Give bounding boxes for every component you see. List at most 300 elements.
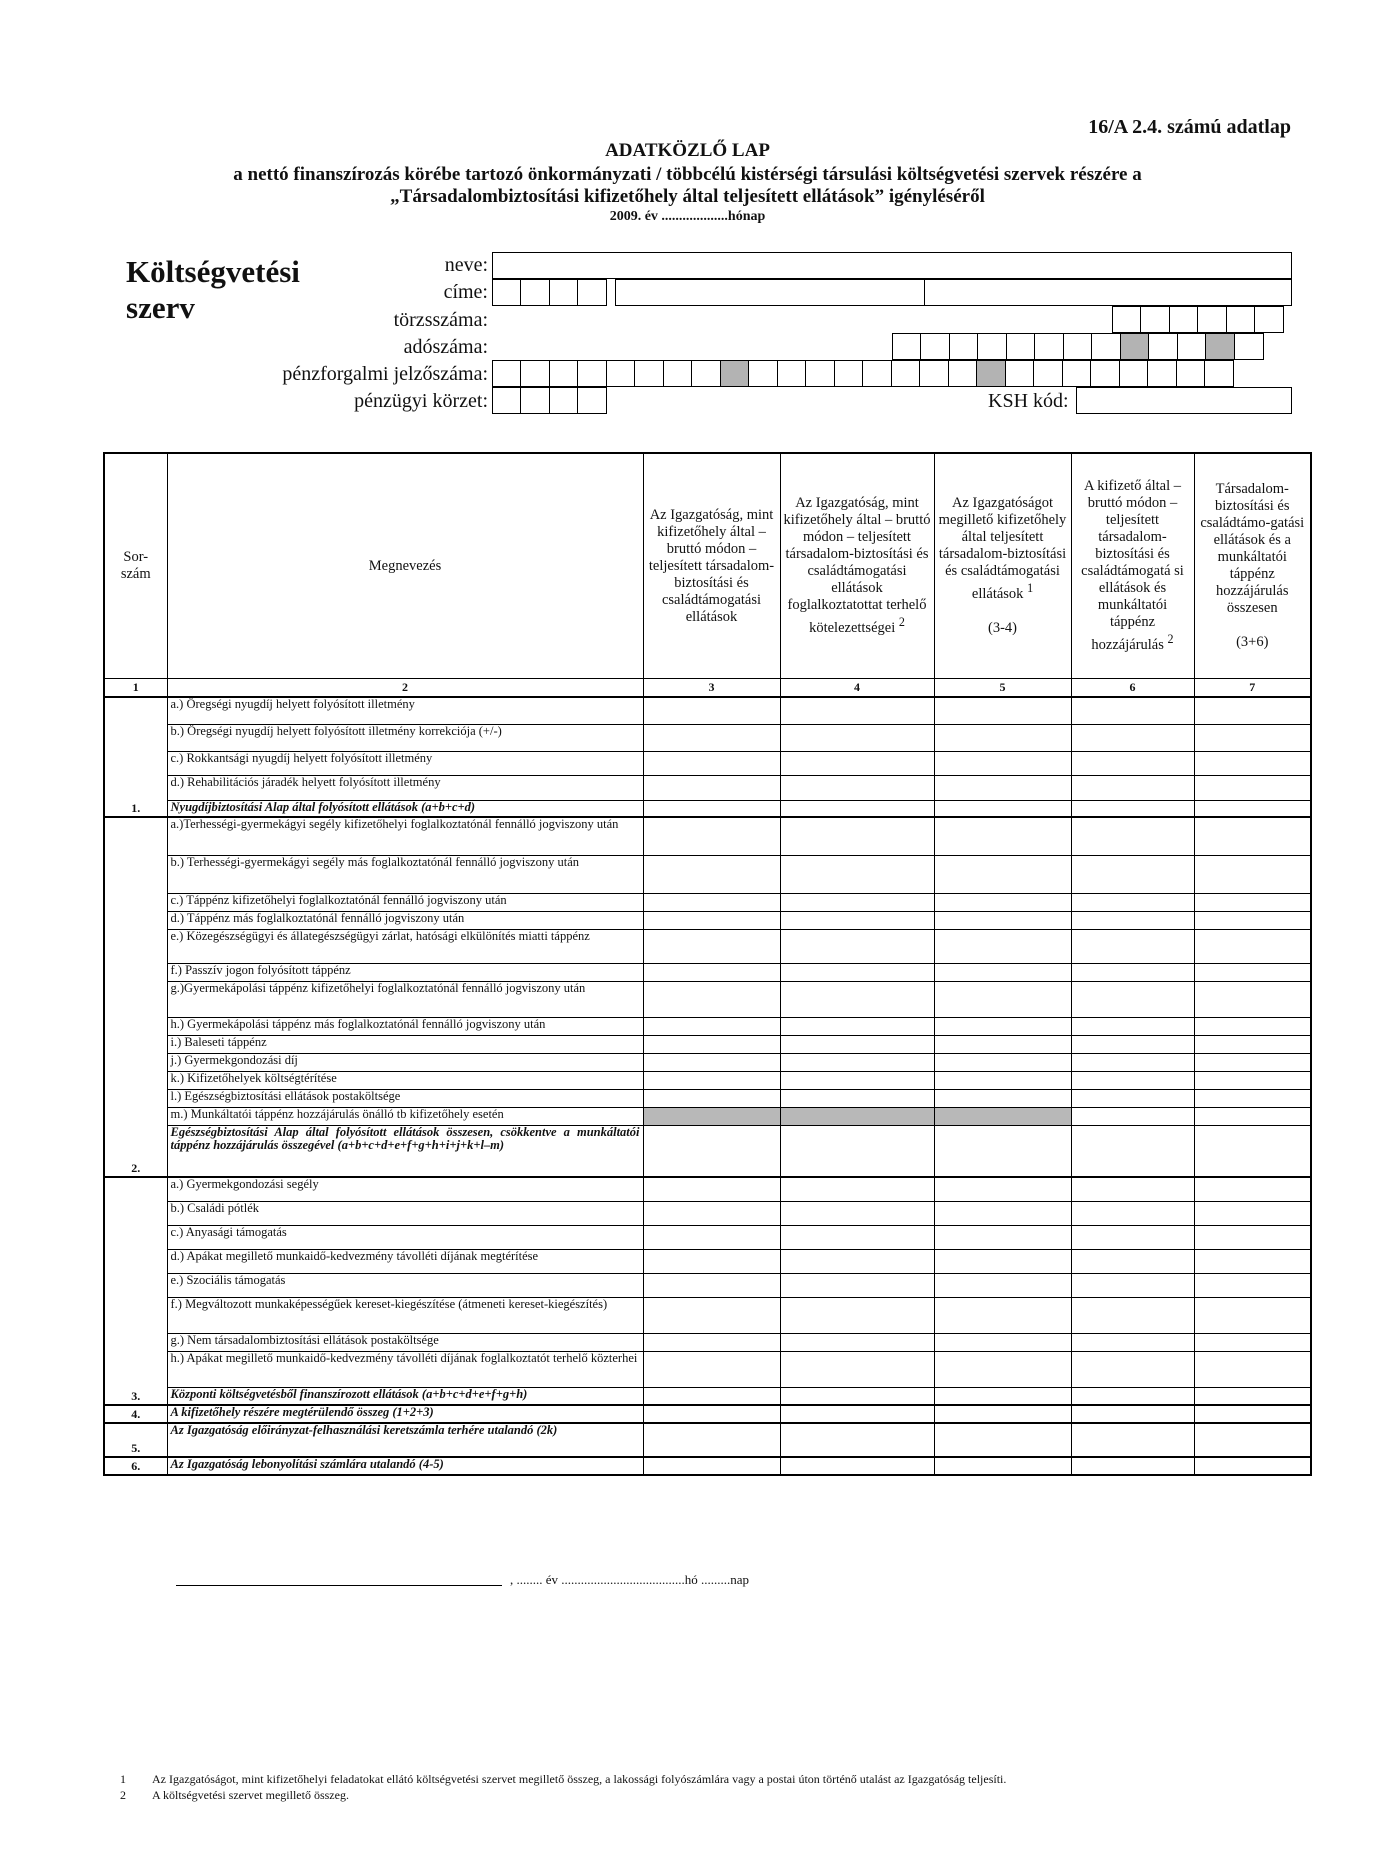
col-header-megnevezes: Megnevezés <box>167 453 643 679</box>
org-district-cells[interactable] <box>493 387 607 414</box>
table-row <box>104 751 1311 775</box>
row-number-cell <box>104 1177 167 1201</box>
row-number-cell <box>104 1351 167 1387</box>
value-cell-col5[interactable] <box>934 1089 1071 1107</box>
row-label-cell: c.) Táppénz kifizetőhelyi foglalkoztatónál fennálló jogviszony után <box>167 893 643 911</box>
value-cell-col6[interactable] <box>1071 775 1194 800</box>
col-number: 3 <box>643 679 780 698</box>
value-cell-col4[interactable] <box>780 1017 934 1035</box>
row-label-cell: Az Igazgatóság előirányzat-felhasználási keretszámla terhére utalandó (2k) <box>167 1423 643 1457</box>
value-cell-col4[interactable] <box>780 981 934 1017</box>
value-cell-col3[interactable] <box>643 1249 780 1273</box>
row-label-cell: Nyugdíjbiztosítási Alap által folyósított ellátások (a+b+c+d) <box>167 800 643 817</box>
value-cell-col4[interactable] <box>780 911 934 929</box>
value-cell-col3[interactable] <box>643 1035 780 1053</box>
value-cell-col4[interactable] <box>780 1351 934 1387</box>
col-header-7-text: Társadalom-biztosítási és családtámo-gatási ellátások és a munkáltatói táppénz hozzájárulás összesen <box>1200 481 1305 616</box>
value-cell-col3[interactable] <box>643 929 780 963</box>
footnote-text: Az Igazgatóságot, mint kifizetőhelyi feladatokat ellátó költségvetési szervet megillető összeg, a lakossági folyószámlára vagy a postai úton történő utalást az Igazgatóság teljesíti. <box>152 1772 1007 1786</box>
row-number-cell: 4. <box>104 1405 167 1423</box>
value-cell-col4[interactable] <box>780 1457 934 1475</box>
row-label-cell: d.) Rehabilitációs járadék helyett folyósított illetmény <box>167 775 643 800</box>
value-cell-col3[interactable] <box>643 751 780 775</box>
value-cell-col3[interactable] <box>643 1351 780 1387</box>
value-cell-col3[interactable] <box>643 1423 780 1457</box>
value-cell-col4[interactable] <box>780 697 934 724</box>
row-label-cell: d.) Apákat megillető munkaidő-kedvezmény távolléti díjának megtérítése <box>167 1249 643 1273</box>
value-cell-col7[interactable] <box>1194 1107 1311 1125</box>
row-number-cell <box>104 1297 167 1333</box>
row-number-cell <box>104 1053 167 1071</box>
value-cell-col5[interactable] <box>934 855 1071 893</box>
row-label-cell: h.) Gyermekápolási táppénz más foglalkoztatónál fennálló jogviszony után <box>167 1017 643 1035</box>
value-cell-col5[interactable] <box>934 1071 1071 1089</box>
page-subtitle: a nettó finanszírozás körébe tartozó önkormányzati / többcélú kistérségi társulási költségvetési szervek részére a <box>233 164 1142 185</box>
value-cell-col4[interactable] <box>780 1273 934 1297</box>
value-cell-col4[interactable] <box>780 929 934 963</box>
value-cell-col5[interactable] <box>934 1125 1071 1177</box>
table-row <box>104 1089 1311 1107</box>
table-header-row <box>104 453 1311 679</box>
row-label-cell: l.) Egészségbiztosítási ellátások postaköltsége <box>167 1089 643 1107</box>
row-label-cell: j.) Gyermekgondozási díj <box>167 1053 643 1071</box>
value-cell-col5[interactable] <box>934 1201 1071 1225</box>
value-cell-col3[interactable] <box>643 1457 780 1475</box>
value-cell-col5[interactable] <box>934 1297 1071 1333</box>
value-cell-col5[interactable] <box>934 963 1071 981</box>
value-cell-col7[interactable] <box>1194 911 1311 929</box>
value-cell-col7[interactable] <box>1194 1089 1311 1107</box>
row-number-cell <box>104 1071 167 1089</box>
row-label-cell: e.) Közegészségügyi és állategészségügyi zárlat, hatósági elkülönítés miatti táppénz <box>167 929 643 963</box>
table-row <box>104 1053 1311 1071</box>
value-cell-col4[interactable] <box>780 1405 934 1423</box>
value-cell-col3[interactable] <box>643 1107 780 1125</box>
value-cell-col5[interactable] <box>934 1423 1071 1457</box>
value-cell-col4[interactable] <box>780 800 934 817</box>
value-cell-col6[interactable] <box>1071 911 1194 929</box>
value-cell-col3[interactable] <box>643 1273 780 1297</box>
value-cell-col3[interactable] <box>643 1089 780 1107</box>
table-row <box>104 1071 1311 1089</box>
value-cell-col5[interactable] <box>934 1351 1071 1387</box>
row-number-cell: 1. <box>104 800 167 817</box>
value-cell-col5[interactable] <box>934 1457 1071 1475</box>
table-row <box>104 1297 1311 1333</box>
row-label-cell: a.) Öregségi nyugdíj helyett folyósított illetmény <box>167 697 643 724</box>
value-cell-col6[interactable] <box>1071 1225 1194 1249</box>
value-cell-col5[interactable] <box>934 1405 1071 1423</box>
value-cell-col5[interactable] <box>934 817 1071 855</box>
row-number-cell <box>104 1089 167 1107</box>
table-row <box>104 1333 1311 1351</box>
row-label-cell: d.) Táppénz más foglalkoztatónál fennálló jogviszony után <box>167 911 643 929</box>
value-cell-col6[interactable] <box>1071 1333 1194 1351</box>
value-cell-col7[interactable] <box>1194 697 1311 724</box>
col-header-5-text: Az Igazgatóságot megillető kifizetőhely által teljesített társadalom-biztosítási és családtámogatási ellátások <box>938 495 1067 602</box>
value-cell-col3[interactable] <box>643 800 780 817</box>
footnote-number: 1 <box>120 1772 126 1786</box>
value-cell-col6[interactable] <box>1071 724 1194 751</box>
value-cell-col4[interactable] <box>780 817 934 855</box>
row-label-cell: A kifizetőhely részére megtérülendő összeg (1+2+3) <box>167 1405 643 1423</box>
table-row <box>104 1107 1311 1125</box>
table-row <box>104 893 1311 911</box>
table-row <box>104 724 1311 751</box>
col-header-7 <box>1194 453 1311 679</box>
footnote-ref-2b: 2 <box>1167 632 1174 647</box>
org-street-field[interactable] <box>924 279 1292 306</box>
value-cell-col6[interactable] <box>1071 1053 1194 1071</box>
org-address-label: címe: <box>443 281 488 303</box>
form-code: 16/A 2.4. számú adatlap <box>1088 116 1291 138</box>
col-header-5 <box>934 453 1071 679</box>
row-number-cell <box>104 963 167 981</box>
row-number-cell: 5. <box>104 1423 167 1457</box>
value-cell-col7[interactable] <box>1194 1017 1311 1035</box>
value-cell-col3[interactable] <box>643 893 780 911</box>
org-city-field[interactable] <box>615 279 925 306</box>
value-cell-col4[interactable] <box>780 1089 934 1107</box>
table-row <box>104 775 1311 800</box>
org-bank-label: pénzforgalmi jelzőszáma: <box>282 363 488 385</box>
value-cell-col4[interactable] <box>780 963 934 981</box>
value-cell-col6[interactable] <box>1071 1089 1194 1107</box>
value-cell-col3[interactable] <box>643 697 780 724</box>
page-header <box>0 140 1375 225</box>
value-cell-col6[interactable] <box>1071 1071 1194 1089</box>
value-cell-col3[interactable] <box>643 1125 780 1177</box>
value-cell-col5[interactable] <box>934 1017 1071 1035</box>
value-cell-col7[interactable] <box>1194 1387 1311 1405</box>
value-cell-col6[interactable] <box>1071 893 1194 911</box>
value-cell-col7[interactable] <box>1194 817 1311 855</box>
org-registry-cells[interactable] <box>1113 306 1284 333</box>
value-cell-col4[interactable] <box>780 1177 934 1201</box>
table-row <box>104 929 1311 963</box>
value-cell-col4[interactable] <box>780 1053 934 1071</box>
value-cell-col3[interactable] <box>643 775 780 800</box>
org-bank-cells[interactable] <box>493 360 1234 387</box>
value-cell-col7[interactable] <box>1194 1273 1311 1297</box>
value-cell-col5[interactable] <box>934 1035 1071 1053</box>
row-label-cell: b.) Családi pótlék <box>167 1201 643 1225</box>
value-cell-col7[interactable] <box>1194 929 1311 963</box>
value-cell-col5[interactable] <box>934 893 1071 911</box>
value-cell-col7[interactable] <box>1194 1297 1311 1333</box>
value-cell-col4[interactable] <box>780 1225 934 1249</box>
value-cell-col5[interactable] <box>934 1273 1071 1297</box>
value-cell-col3[interactable] <box>643 724 780 751</box>
value-cell-col7[interactable] <box>1194 893 1311 911</box>
value-cell-col4[interactable] <box>780 1333 934 1351</box>
row-label-cell: g.)Gyermekápolási táppénz kifizetőhelyi foglalkoztatónál fennálló jogviszony után <box>167 981 643 1017</box>
signature-place-line[interactable] <box>176 1585 502 1586</box>
table-row <box>104 1387 1311 1405</box>
col-header-sorszam: Sor- szám <box>104 453 167 679</box>
ksh-code-label: KSH kód: <box>988 390 1069 412</box>
value-cell-col4[interactable] <box>780 775 934 800</box>
value-cell-col4[interactable] <box>780 1387 934 1405</box>
value-cell-col7[interactable] <box>1194 800 1311 817</box>
value-cell-col6[interactable] <box>1071 1177 1194 1201</box>
col-header-4 <box>780 453 934 679</box>
row-number-cell <box>104 929 167 963</box>
row-number-cell: 3. <box>104 1387 167 1405</box>
value-cell-col6[interactable] <box>1071 1387 1194 1405</box>
value-cell-col5[interactable] <box>934 751 1071 775</box>
value-cell-col6[interactable] <box>1071 1201 1194 1225</box>
row-number-cell <box>104 1249 167 1273</box>
col-number: 1 <box>104 679 167 698</box>
table-row <box>104 1225 1311 1249</box>
table-row <box>104 1017 1311 1035</box>
org-zip-cells[interactable] <box>493 279 607 306</box>
value-cell-col5[interactable] <box>934 1053 1071 1071</box>
table-row <box>104 1351 1311 1387</box>
table-row <box>104 1201 1311 1225</box>
row-number-cell <box>104 1333 167 1351</box>
value-cell-col7[interactable] <box>1194 1053 1311 1071</box>
value-cell-col4[interactable] <box>780 1249 934 1273</box>
value-cell-col5[interactable] <box>934 1249 1071 1273</box>
value-cell-col7[interactable] <box>1194 1351 1311 1387</box>
table-row <box>104 1423 1311 1457</box>
row-number-cell <box>104 1017 167 1035</box>
value-cell-col6[interactable] <box>1071 929 1194 963</box>
signature-date-text: , ........ év ......................................hó .........nap <box>510 1572 750 1587</box>
value-cell-col5[interactable] <box>934 1107 1071 1125</box>
org-tax-cells[interactable] <box>893 333 1264 360</box>
value-cell-col7[interactable] <box>1194 775 1311 800</box>
table-row <box>104 817 1311 855</box>
value-cell-col7[interactable] <box>1194 1125 1311 1177</box>
value-cell-col7[interactable] <box>1194 1423 1311 1457</box>
col-header-7-formula: (3+6) <box>1236 634 1269 650</box>
row-label-cell: c.) Anyasági támogatás <box>167 1225 643 1249</box>
value-cell-col5[interactable] <box>934 929 1071 963</box>
value-cell-col4[interactable] <box>780 1071 934 1089</box>
col-number: 5 <box>934 679 1071 698</box>
value-cell-col7[interactable] <box>1194 1035 1311 1053</box>
table-row <box>104 1273 1311 1297</box>
table-row <box>104 1035 1311 1053</box>
row-number-cell <box>104 775 167 800</box>
row-number-cell <box>104 1035 167 1053</box>
row-number-cell <box>104 751 167 775</box>
row-label-cell: h.) Apákat megillető munkaidő-kedvezmény távolléti díjának foglalkoztatót terhelő közterhei <box>167 1351 643 1387</box>
value-cell-col7[interactable] <box>1194 1405 1311 1423</box>
table-row <box>104 1249 1311 1273</box>
value-cell-col6[interactable] <box>1071 1405 1194 1423</box>
value-cell-col6[interactable] <box>1071 1249 1194 1273</box>
row-label-cell: m.) Munkáltatói táppénz hozzájárulás önálló tb kifizetőhely esetén <box>167 1107 643 1125</box>
value-cell-col6[interactable] <box>1071 1351 1194 1387</box>
table-row <box>104 855 1311 893</box>
row-label-cell: b.) Öregségi nyugdíj helyett folyósított illetmény korrekciója (+/-) <box>167 724 643 751</box>
value-cell-col5[interactable] <box>934 1225 1071 1249</box>
org-district-label: pénzügyi körzet: <box>354 390 488 412</box>
value-cell-col7[interactable] <box>1194 724 1311 751</box>
period-line: 2009. év ...................hónap <box>609 209 766 224</box>
value-cell-col6[interactable] <box>1071 1017 1194 1035</box>
row-label-cell: g.) Nem társadalombiztosítási ellátások postaköltsége <box>167 1333 643 1351</box>
value-cell-col5[interactable] <box>934 724 1071 751</box>
value-cell-col4[interactable] <box>780 751 934 775</box>
value-cell-col7[interactable] <box>1194 855 1311 893</box>
value-cell-col3[interactable] <box>643 1053 780 1071</box>
table-row <box>104 1405 1311 1423</box>
value-cell-col3[interactable] <box>643 817 780 855</box>
value-cell-col4[interactable] <box>780 1297 934 1333</box>
value-cell-col4[interactable] <box>780 724 934 751</box>
value-cell-col6[interactable] <box>1071 1273 1194 1297</box>
row-number-cell <box>104 911 167 929</box>
value-cell-col6[interactable] <box>1071 855 1194 893</box>
row-label-cell: Egészségbiztosítási Alap által folyósított ellátások összesen, csökkentve a munkáltatói táppénz hozzájárulás összegével (a+b+c+d+e+f+g+h+i+j+k+l–m) <box>167 1125 643 1177</box>
row-number-cell <box>104 893 167 911</box>
value-cell-col5[interactable] <box>934 911 1071 929</box>
value-cell-col4[interactable] <box>780 855 934 893</box>
row-label-cell: f.) Passzív jogon folyósított táppénz <box>167 963 643 981</box>
value-cell-col4[interactable] <box>780 1035 934 1053</box>
footnote-2 <box>120 1788 349 1803</box>
row-label-cell: b.) Terhességi-gyermekágyi segély más foglalkoztatónál fennálló jogviszony után <box>167 855 643 893</box>
value-cell-col7[interactable] <box>1194 751 1311 775</box>
value-cell-col5[interactable] <box>934 1177 1071 1201</box>
row-number-cell <box>104 817 167 855</box>
org-title-line2: szerv <box>126 290 195 325</box>
value-cell-col6[interactable] <box>1071 1297 1194 1333</box>
row-label-cell: e.) Szociális támogatás <box>167 1273 643 1297</box>
org-section-title <box>126 254 300 326</box>
table-row <box>104 800 1311 817</box>
col-number: 7 <box>1194 679 1311 698</box>
row-label-cell: a.)Terhességi-gyermekágyi segély kifizetőhelyi foglalkoztatónál fennálló jogviszony után <box>167 817 643 855</box>
row-number-cell <box>104 1273 167 1297</box>
org-tax-label: adószáma: <box>403 336 488 358</box>
col-header-6 <box>1071 453 1194 679</box>
col-number: 6 <box>1071 679 1194 698</box>
col-number: 2 <box>167 679 643 698</box>
value-cell-col3[interactable] <box>643 1201 780 1225</box>
footnote-ref-1: 1 <box>1027 581 1034 596</box>
col-header-4-text: Az Igazgatóság, mint kifizetőhely által – bruttó módon – teljesített társadalom-biztosítási és családtámogatási ellátások foglalkoztatottat terhelő kötelezettségei <box>783 495 931 636</box>
row-label-cell: f.) Megváltozott munkaképességűek kereset-kiegészítése (átmeneti kereset-kiegészítés) <box>167 1297 643 1333</box>
value-cell-col3[interactable] <box>643 1333 780 1351</box>
footnote-ref-2: 2 <box>898 615 905 630</box>
value-cell-col6[interactable] <box>1071 800 1194 817</box>
value-cell-col5[interactable] <box>934 800 1071 817</box>
value-cell-col6[interactable] <box>1071 1423 1194 1457</box>
value-cell-col3[interactable] <box>643 1017 780 1035</box>
row-label-cell: a.) Gyermekgondozási segély <box>167 1177 643 1201</box>
org-name-label: neve: <box>444 254 488 276</box>
org-title-line1: Költségvetési <box>126 254 300 289</box>
value-cell-col3[interactable] <box>643 1177 780 1201</box>
org-registry-label: törzsszáma: <box>393 309 488 331</box>
value-cell-col6[interactable] <box>1071 817 1194 855</box>
column-number-row <box>104 679 1311 698</box>
value-cell-col7[interactable] <box>1194 1249 1311 1273</box>
row-number-cell: 6. <box>104 1457 167 1475</box>
row-number-cell <box>104 724 167 751</box>
row-number-cell <box>104 1225 167 1249</box>
value-cell-col4[interactable] <box>780 1201 934 1225</box>
row-number-cell <box>104 1107 167 1125</box>
row-number-cell: 2. <box>104 1125 167 1177</box>
row-number-cell <box>104 855 167 893</box>
col-number: 4 <box>780 679 934 698</box>
value-cell-col3[interactable] <box>643 981 780 1017</box>
table-row <box>104 1177 1311 1201</box>
value-cell-col3[interactable] <box>643 855 780 893</box>
value-cell-col7[interactable] <box>1194 1225 1311 1249</box>
col-header-3: Az Igazgatóság, mint kifizetőhely által – bruttó módon – teljesített társadalom-biztosítási és családtámogatási ellátások <box>643 453 780 679</box>
value-cell-col3[interactable] <box>643 1405 780 1423</box>
value-cell-col6[interactable] <box>1071 1457 1194 1475</box>
value-cell-col4[interactable] <box>780 893 934 911</box>
value-cell-col7[interactable] <box>1194 981 1311 1017</box>
ksh-code-field[interactable] <box>1076 387 1292 414</box>
row-number-cell <box>104 981 167 1017</box>
footnote-number: 2 <box>120 1788 126 1802</box>
value-cell-col7[interactable] <box>1194 1457 1311 1475</box>
value-cell-col6[interactable] <box>1071 981 1194 1017</box>
table-row <box>104 963 1311 981</box>
value-cell-col5[interactable] <box>934 1387 1071 1405</box>
value-cell-col4[interactable] <box>780 1423 934 1457</box>
value-cell-col5[interactable] <box>934 981 1071 1017</box>
row-label-cell: c.) Rokkantsági nyugdíj helyett folyósított illetmény <box>167 751 643 775</box>
footnote-text: A költségvetési szervet megillető összeg. <box>152 1788 349 1802</box>
value-cell-col7[interactable] <box>1194 1177 1311 1201</box>
value-cell-col3[interactable] <box>643 1387 780 1405</box>
col-header-5-formula: (3-4) <box>988 619 1017 636</box>
table-row <box>104 911 1311 929</box>
value-cell-col5[interactable] <box>934 1333 1071 1351</box>
value-cell-col4[interactable] <box>780 1107 934 1125</box>
value-cell-col7[interactable] <box>1194 1333 1311 1351</box>
col-header-6-text: A kifizető által – bruttó módon – teljesített társadalom-biztosítási és családtámogatá si ellátások és munkáltatói táppénz hozzájárulás <box>1081 478 1184 653</box>
value-cell-col5[interactable] <box>934 697 1071 724</box>
value-cell-col6[interactable] <box>1071 697 1194 724</box>
value-cell-col3[interactable] <box>643 1297 780 1333</box>
value-cell-col3[interactable] <box>643 911 780 929</box>
value-cell-col6[interactable] <box>1071 1107 1194 1125</box>
benefits-table <box>103 452 1312 1476</box>
value-cell-col7[interactable] <box>1194 963 1311 981</box>
value-cell-col6[interactable] <box>1071 751 1194 775</box>
value-cell-col4[interactable] <box>780 1125 934 1177</box>
value-cell-col7[interactable] <box>1194 1071 1311 1089</box>
value-cell-col6[interactable] <box>1071 963 1194 981</box>
value-cell-col3[interactable] <box>643 963 780 981</box>
page-title: ADATKÖZLŐ LAP <box>605 140 770 161</box>
org-name-field[interactable] <box>492 252 1292 279</box>
row-label-cell: Az Igazgatóság lebonyolítási számlára utalandó (4-5) <box>167 1457 643 1475</box>
value-cell-col6[interactable] <box>1071 1125 1194 1177</box>
value-cell-col5[interactable] <box>934 775 1071 800</box>
value-cell-col3[interactable] <box>643 1071 780 1089</box>
value-cell-col3[interactable] <box>643 1225 780 1249</box>
row-label-cell: i.) Baleseti táppénz <box>167 1035 643 1053</box>
table-row <box>104 981 1311 1017</box>
footnote-1 <box>120 1772 1006 1787</box>
value-cell-col6[interactable] <box>1071 1035 1194 1053</box>
table-row <box>104 1457 1311 1475</box>
value-cell-col7[interactable] <box>1194 1201 1311 1225</box>
